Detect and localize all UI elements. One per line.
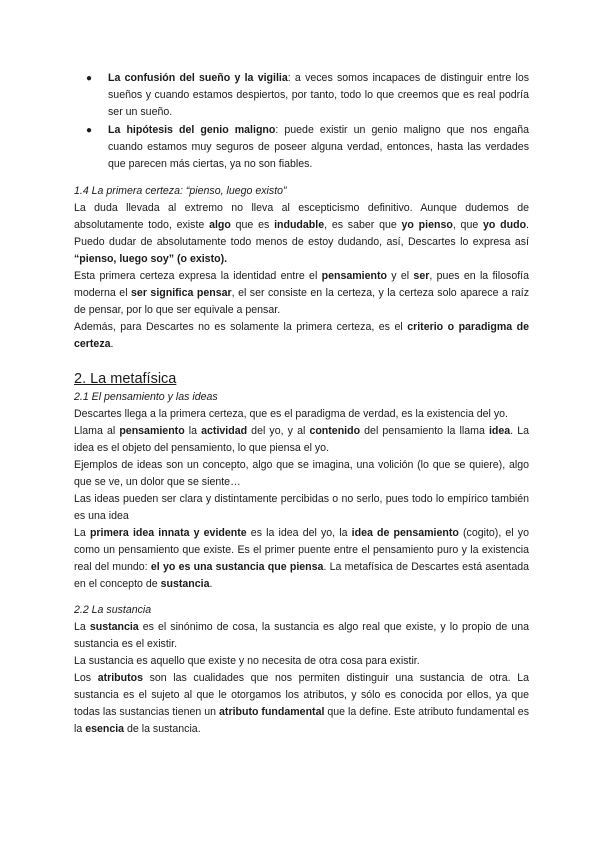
section-1-4 bbox=[74, 183, 529, 353]
paragraph: La sustancia es el sinónimo de cosa, la sustancia es algo real que existe, y lo propio de una sustancia es el existir. bbox=[74, 621, 529, 650]
chapter-heading: 2. La metafísica bbox=[74, 371, 177, 387]
paragraph: Descartes llega a la primera certeza, que es el paradigma de verdad, es la existencia del yo. bbox=[74, 408, 508, 420]
paragraph: Además, para Descartes no es solamente la primera certeza, es el criterio o paradigma de certeza. bbox=[74, 321, 529, 350]
section-2-2 bbox=[74, 602, 529, 738]
paragraph: Llama al pensamiento la actividad del yo, y al contenido del pensamiento la llama idea. La idea es el objeto del pensamiento, lo que piensa el yo. bbox=[74, 425, 530, 454]
section-heading: 1.4 La primera certeza: “pienso, luego existo” bbox=[74, 185, 287, 197]
paragraph: Esta primera certeza expresa la identidad entre el pensamiento y el ser, pues en la filosofía moderna el ser significa pensar, el ser consiste en la certeza, y la certeza solo aparece a raíz de pensar, por lo que ser equivale a pensar. bbox=[74, 270, 529, 316]
paragraph: La duda llevada al extremo no lleva al escepticismo definitivo. Aunque dudemos de absolutamente todo, existe algo que es indudable, es saber que yo pienso, que yo dudo. Puedo dudar de absolutamente todo menos de estoy dudando, así, Descartes lo expresa así “pienso, luego soy” (o existo). bbox=[74, 202, 529, 265]
paragraph: Los atributos son las cualidades que nos permiten distinguir una sustancia de otra. La sustancia es el sujeto al que le otorgamos los atributos, y sólo es conocida por ellos, ya que todas las sustancias tienen un atributo fundamental que la define. Este atributo fundamental es la esencia de la sustancia. bbox=[74, 672, 530, 735]
list-item bbox=[86, 70, 530, 121]
bullet-list bbox=[74, 70, 529, 173]
section-2 bbox=[74, 369, 529, 593]
paragraph: La primera idea innata y evidente es la idea del yo, la idea de pensamiento (cogito), el yo como un pensamiento que existe. Es el primer puente entre el pensamiento puro y la existencia real del mundo: el yo es una sustancia que piensa. La metafísica de Descartes está asentada en el concepto de sustancia. bbox=[74, 527, 529, 590]
bullet-text: : puede existir un genio maligno que nos engaña cuando estamos muy seguros de poseer alguna verdad, entonces, hasta las verdades que parecen más ciertas, ya no son fiables. bbox=[108, 124, 529, 170]
spacer bbox=[74, 593, 529, 602]
bullet-icon: ● bbox=[86, 73, 93, 84]
paragraph: Las ideas pueden ser clara y distintamente percibidas o no serlo, pues todo lo empírico también es una idea bbox=[74, 493, 529, 522]
bullet-term: La hipótesis del genio maligno bbox=[108, 124, 276, 136]
paragraph: La sustancia es aquello que existe y no necesita de otra cosa para existir. bbox=[74, 655, 420, 667]
list-item bbox=[86, 122, 529, 173]
bullet-term: La confusión del sueño y la vigilia bbox=[108, 72, 288, 84]
section-heading: 2.1 El pensamiento y las ideas bbox=[74, 391, 218, 403]
paragraph: Ejemplos de ideas son un concepto, algo que se imagina, una volición (lo que se quiere), algo que se ve, un dolor que se siente… bbox=[74, 459, 529, 488]
bullet-icon: ● bbox=[86, 125, 93, 136]
bullet-text: : a veces somos incapaces de distinguir entre los sueños y cuando estamos despiertos, por tanto, todo lo que creemos que es real podría ser un sueño. bbox=[108, 72, 530, 118]
page-content bbox=[74, 70, 529, 738]
section-heading: 2.2 La sustancia bbox=[74, 604, 152, 616]
